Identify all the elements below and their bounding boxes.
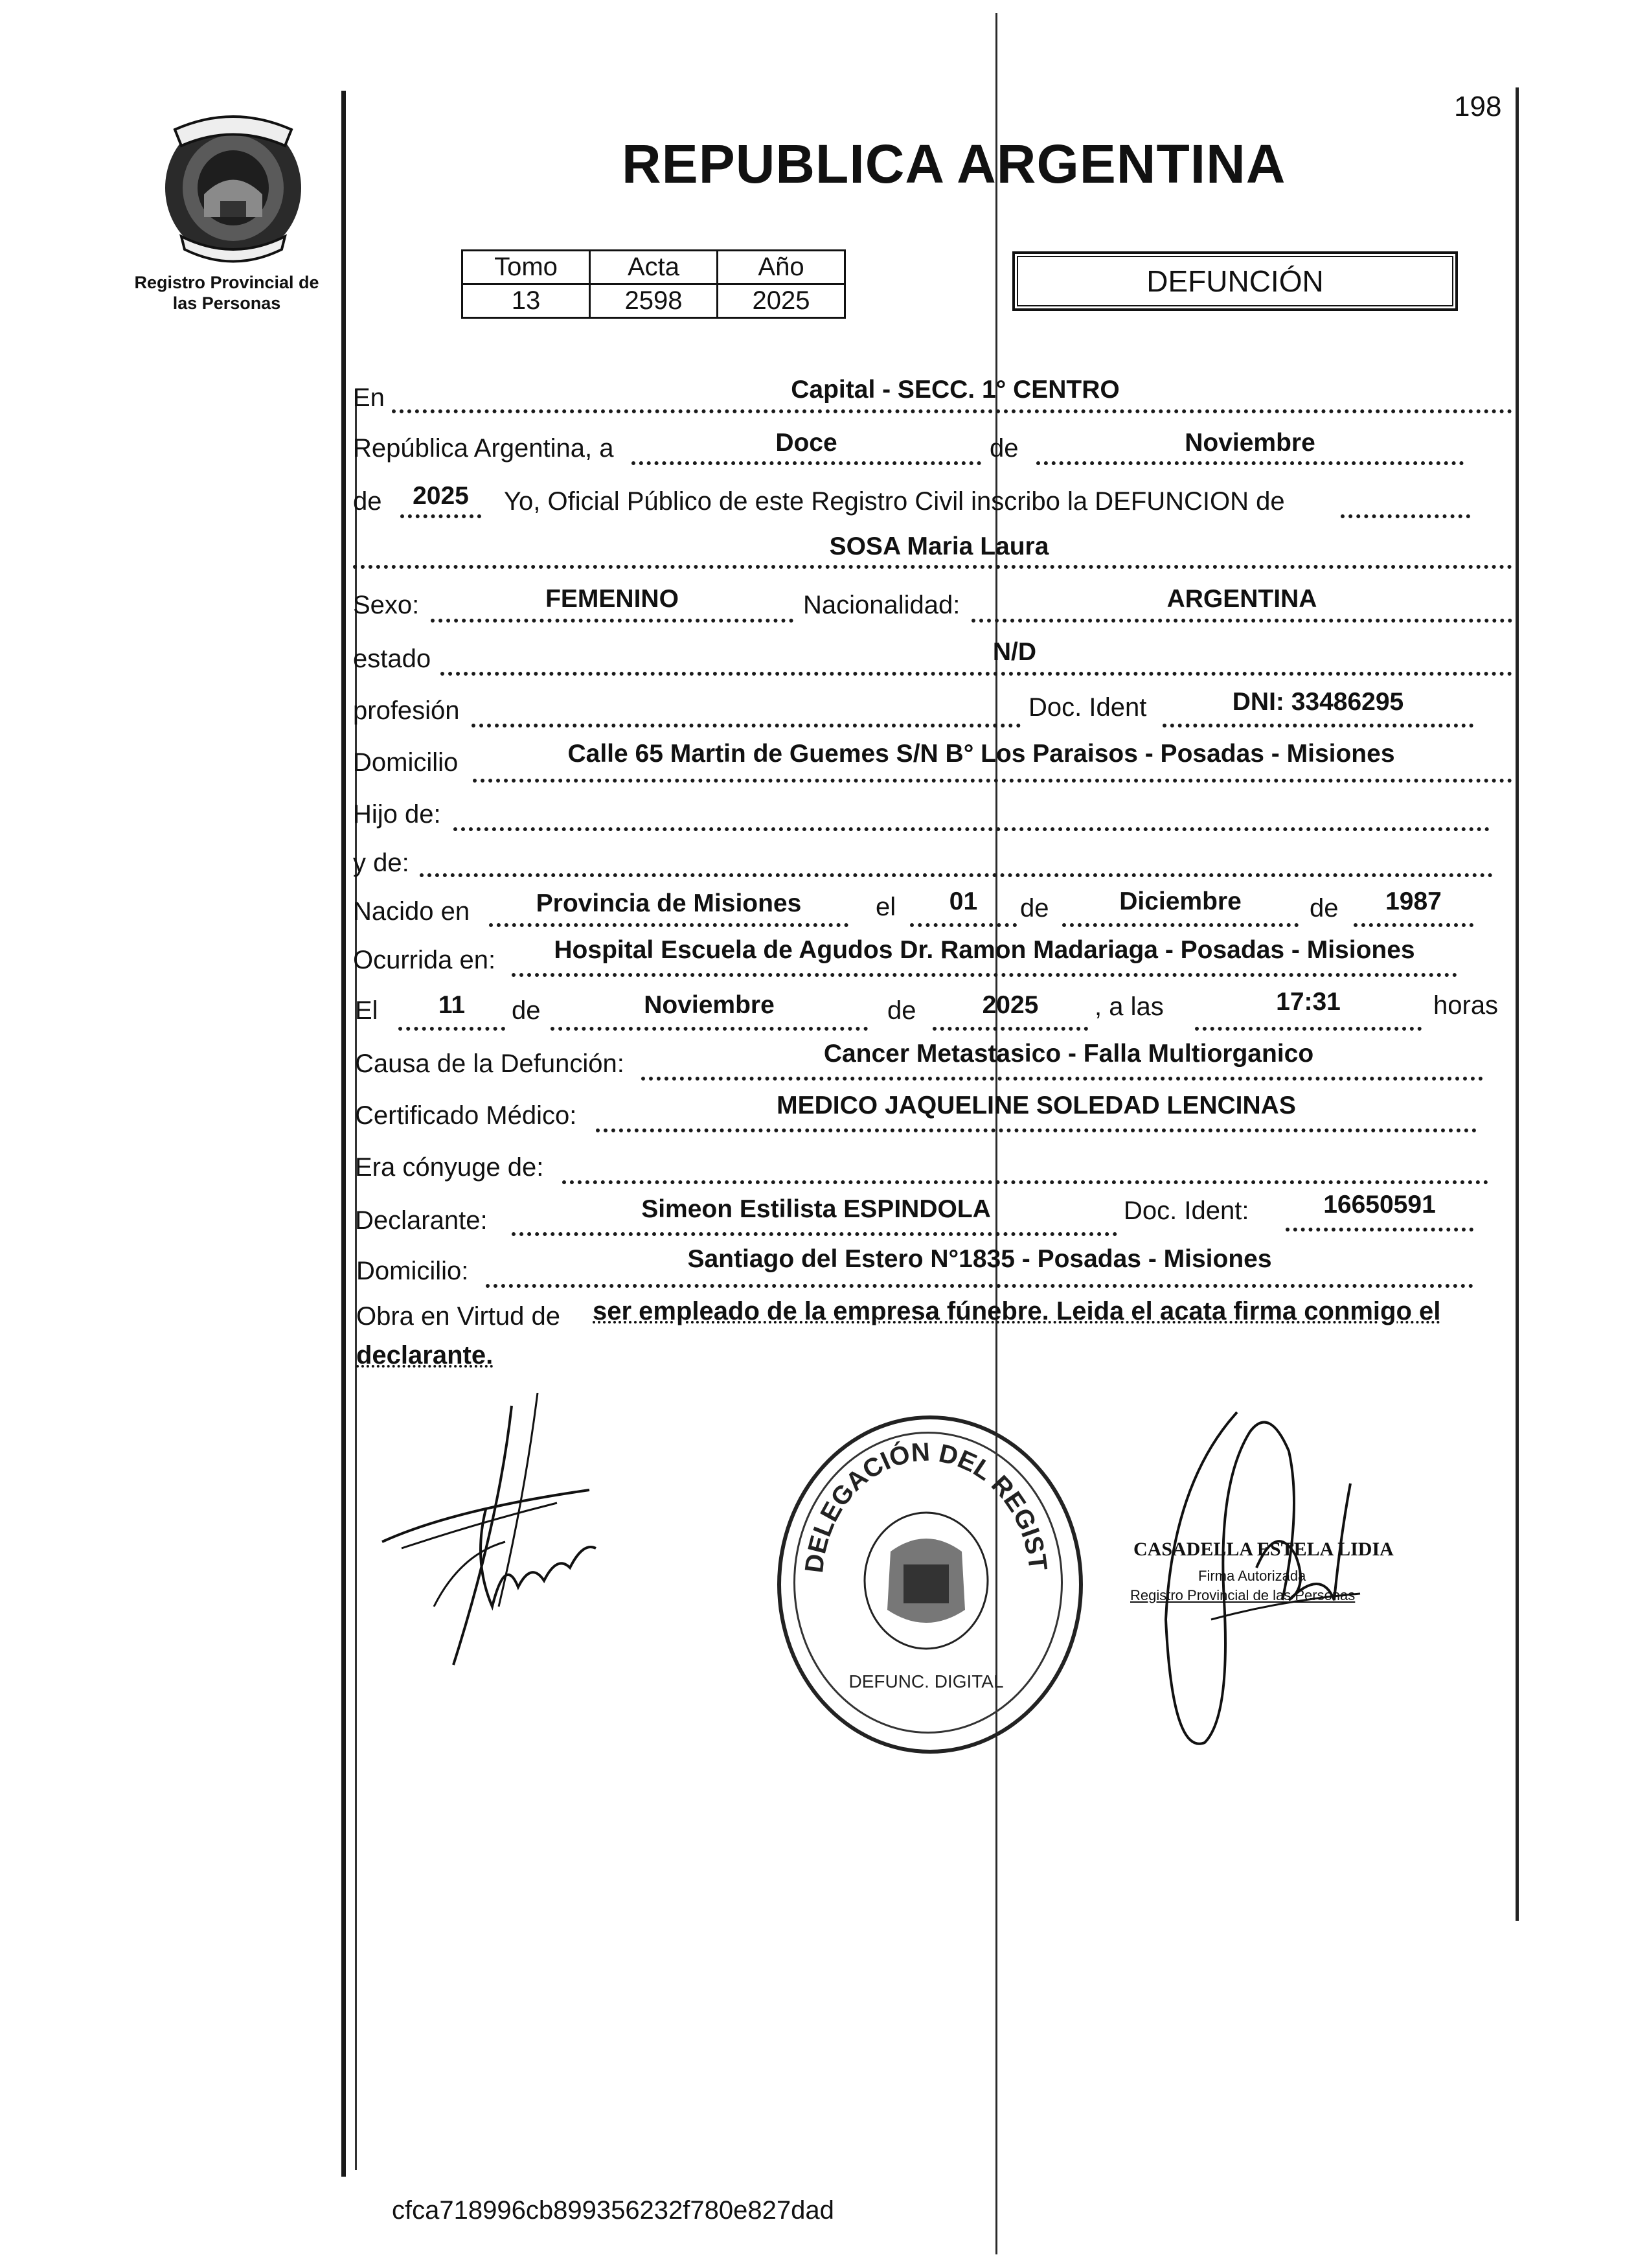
def-mes: Noviembre <box>644 991 775 1019</box>
el-cap-label: El <box>355 996 378 1025</box>
nacido-line <box>489 923 848 927</box>
mes-letras: Noviembre <box>1185 429 1315 457</box>
oficial-line <box>1341 514 1470 518</box>
registry-line1: Registro Provincial de <box>134 273 319 292</box>
def-anio-line <box>933 1027 1088 1031</box>
declarante-line <box>512 1232 1117 1236</box>
causa-value: Cancer Metastasico - Falla Multiorganico <box>823 1040 1314 1068</box>
decl-doc-value: 16650591 <box>1323 1191 1436 1219</box>
nacionalidad-value: ARGENTINA <box>1166 585 1317 613</box>
nac-anio-line <box>1354 923 1473 927</box>
document-type-box <box>1012 251 1458 311</box>
acta-header: Acta <box>590 251 718 284</box>
en-line <box>392 409 1512 413</box>
nac-mes-line <box>1062 923 1299 927</box>
def-anio: 2025 <box>982 991 1039 1019</box>
de-label-6: de <box>887 996 916 1025</box>
domicilio-value: Calle 65 Martin de Guemes S/N B° Los Paraisos - Posadas - Misiones <box>567 740 1395 768</box>
hijo-label: Hijo de: <box>353 800 441 829</box>
conyuge-line <box>562 1180 1488 1184</box>
doc-value: DNI: 33486295 <box>1232 688 1404 716</box>
record-table <box>461 249 846 319</box>
def-dia-line <box>398 1027 505 1031</box>
obra-line1: ser empleado de la empresa fúnebre. Leida el acata firma conmigo el <box>593 1297 1441 1325</box>
registry-line2: las Personas <box>172 293 281 313</box>
nombre-value: SOSA Maria Laura <box>829 533 1049 560</box>
yde-line <box>420 873 1493 877</box>
nac-mes: Diciembre <box>1119 888 1242 915</box>
anio-acta-line <box>400 514 481 518</box>
certificado-line <box>596 1128 1477 1132</box>
anio-value: 2025 <box>718 284 845 318</box>
tomo-header: Tomo <box>462 251 590 284</box>
sexo-label: Sexo: <box>353 591 420 619</box>
doc-line <box>1163 724 1473 727</box>
estado-line <box>440 672 1512 676</box>
obra-label: Obra en Virtud de <box>356 1302 561 1331</box>
declarant-signature-icon <box>376 1393 622 1681</box>
a-las-label: , a las <box>1095 992 1164 1021</box>
nacido-label: Nacido en <box>353 897 470 926</box>
nombre-line <box>353 565 1512 569</box>
republica-label: República Argentina, a <box>353 434 614 463</box>
en-value: Capital - SECC. 1° CENTRO <box>791 376 1120 404</box>
stamp-text: DELEGACIÓN DEL REGIST <box>800 1438 1052 1575</box>
obra-line2: declarante. <box>356 1341 494 1369</box>
ocurrida-value: Hospital Escuela de Agudos Dr. Ramon Madariaga - Posadas - Misiones <box>554 936 1415 964</box>
page-title: REPUBLICA ARGENTINA <box>622 133 1286 194</box>
official-signature-icon <box>1127 1406 1386 1765</box>
causa-line <box>641 1077 1483 1081</box>
de-label-5: de <box>512 996 541 1025</box>
profesion-label: profesión <box>353 696 460 725</box>
decl-domicilio-value: Santiago del Estero N°1835 - Posadas - Misiones <box>687 1245 1272 1273</box>
official-name: CASADELLA ESTELA LIDIA <box>1133 1539 1394 1560</box>
decl-domicilio-line <box>486 1284 1473 1288</box>
stamp-bottom-text: DEFUNC. DIGITAL <box>848 1671 1004 1691</box>
nac-dia: 01 <box>949 888 978 915</box>
hijo-line <box>453 827 1490 831</box>
stamp-text-icon <box>777 1415 1075 1746</box>
anio-header: Año <box>718 251 845 284</box>
nacido-lugar: Provincia de Misiones <box>536 889 802 917</box>
tomo-value: 13 <box>462 284 590 318</box>
nac-anio: 1987 <box>1385 888 1442 915</box>
document-hash: cfca718996cb899356232f780e827dad <box>392 2196 834 2225</box>
document-type: DEFUNCIÓN <box>1146 264 1324 298</box>
nacionalidad-line <box>972 619 1512 623</box>
decl-doc-line <box>1286 1228 1473 1231</box>
anio-acta: 2025 <box>413 482 469 510</box>
def-dia: 11 <box>438 991 466 1019</box>
en-label: En <box>353 384 385 412</box>
domicilio-label: Domicilio <box>353 748 459 777</box>
sexo-value: FEMENINO <box>545 585 679 613</box>
el-label: el <box>876 893 896 921</box>
certificado-value: MEDICO JAQUELINE SOLEDAD LENCINAS <box>777 1092 1296 1119</box>
ocurrida-label: Ocurrida en: <box>353 946 496 974</box>
fold-line <box>995 13 997 2254</box>
causa-label: Causa de la Defunción: <box>355 1049 624 1078</box>
horas-label: horas <box>1433 991 1499 1020</box>
de-label-1: de <box>990 434 1019 463</box>
mes-line <box>1036 461 1464 465</box>
nacionalidad-label: Nacionalidad: <box>803 591 960 619</box>
estado-label: estado <box>353 645 431 673</box>
right-border-line <box>1516 87 1519 1921</box>
page-number: 198 <box>1454 91 1502 122</box>
certificado-label: Certificado Médico: <box>355 1101 577 1130</box>
de-label-3: de <box>1020 894 1049 922</box>
decl-domicilio-label: Domicilio: <box>356 1257 469 1285</box>
estado-value: N/D <box>992 638 1036 666</box>
ocurrida-line <box>512 973 1457 977</box>
domicilio-line <box>473 779 1512 783</box>
official-role: Firma Autorizada <box>1198 1568 1306 1584</box>
sexo-line <box>431 619 793 623</box>
hora-value: 17:31 <box>1276 988 1341 1016</box>
decl-doc-label: Doc. Ident: <box>1124 1197 1249 1225</box>
misiones-seal-icon <box>155 104 311 266</box>
official-office: Registro Provincial de las Personas <box>1130 1587 1356 1603</box>
de-label-4: de <box>1310 894 1339 922</box>
yde-label: y de: <box>353 849 409 877</box>
left-border-line <box>341 91 346 2177</box>
conyuge-label: Era cónyuge de: <box>355 1153 544 1182</box>
oficial-text: Yo, Oficial Público de este Registro Civil inscribo la DEFUNCION de <box>504 487 1285 516</box>
declarante-value: Simeon Estilista ESPINDOLA <box>641 1195 991 1223</box>
declarante-label: Declarante: <box>355 1206 488 1235</box>
dia-line <box>631 461 981 465</box>
dia-letras: Doce <box>775 429 837 457</box>
doc-ident-label: Doc. Ident <box>1028 693 1147 722</box>
profesion-line <box>472 724 1021 727</box>
hora-line <box>1195 1027 1422 1031</box>
de-label-2: de <box>353 487 382 516</box>
nac-dia-line <box>910 923 1017 927</box>
def-mes-line <box>551 1027 868 1031</box>
registry-label <box>120 272 334 314</box>
acta-value: 2598 <box>590 284 718 318</box>
